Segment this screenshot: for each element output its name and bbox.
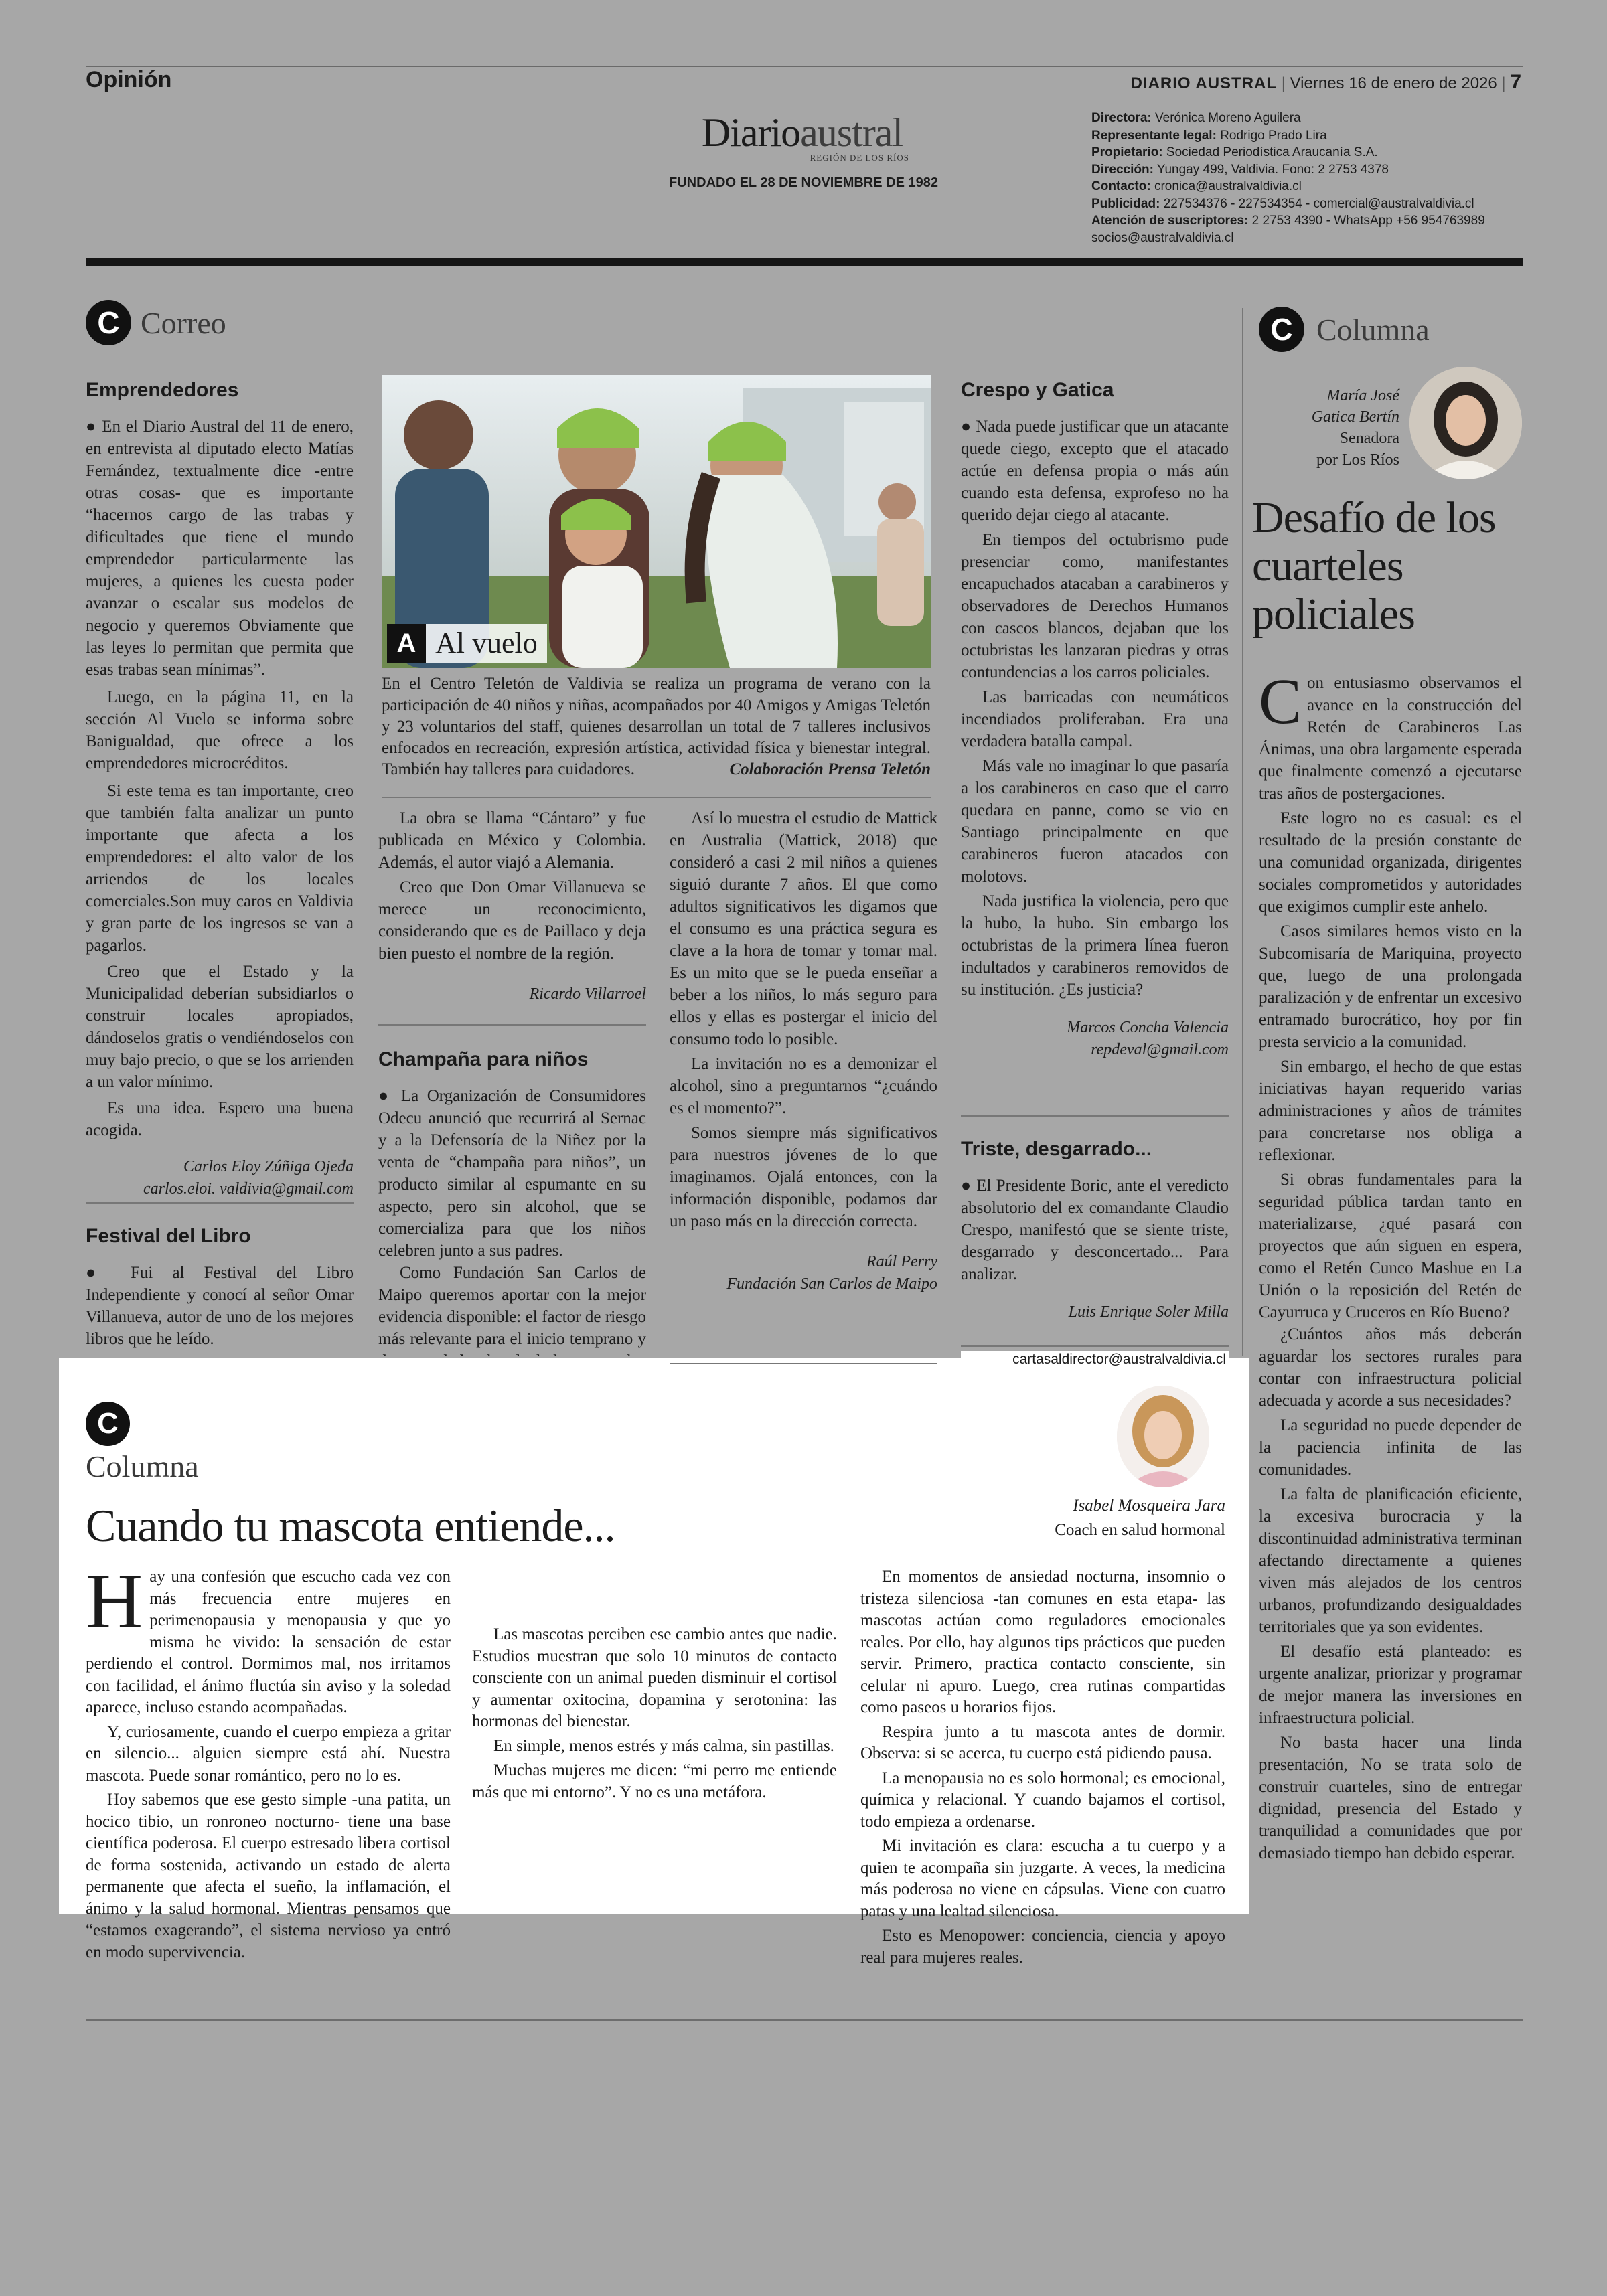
bullet-icon: ● [378, 1087, 401, 1105]
mascota-paragraph: Hoy sabemos que ese gesto simple -una patita, un hocico tibio, un ronroneo nocturno- tiene una base científica poderosa. El cuerpo estresado libera cortisol de forma sostenida, activando un estado de alerta permanente que afecta el sueño, la inflamación, el ánimo y la salud hormonal. Mientras pensamos que “estamos exagerando”, el sistema nervioso ya entró en modo supervivencia. [86, 1791, 451, 1961]
columna-paragraph: La falta de planificación eficiente, la excesiva burocracia y la discontinuidad administrativa terminan afectando directamente a quienes viven más alejados de los centros urbanos, profundizando desigualdades territoriales que ya son evidentes. [1259, 1485, 1522, 1636]
columna-paragraph: La seguridad no puede depender de la paciencia infinita de las comunidades. [1259, 1416, 1522, 1479]
letter-signature: Carlos Eloy Zúñiga Ojeda [183, 1158, 354, 1175]
letter-paragraph: La invitación no es a demonizar el alcohol, sino a preguntarnos “¿cuándo es el momento?”. [670, 1055, 937, 1117]
letter-paragraph: Somos siempre más significativos para nuestros jóvenes de lo que imaginamos. Ojalá entonces, con la información disponible, podamos dar un paso más en la dirección correcta. [670, 1124, 937, 1230]
masthead-rule [86, 258, 1523, 266]
letter-email: carlos.eloi. valdivia@gmail.com [143, 1180, 354, 1198]
letter-signature: Luis Enrique Soler Milla [1068, 1303, 1229, 1321]
columna-paragraph: Casos similares hemos visto en la Subcomisaría de Mariquina, proyecto que, luego de una prolongada paralización y de enfrentar un excesivo entramado burocrático, hoy por fin presta servicio a la comunidad. [1259, 922, 1522, 1051]
letter-festival [86, 1225, 354, 1350]
staff-line: Propietario: Sociedad Periodística Araucanía S.A. [1091, 145, 1378, 159]
letter-signature: Marcos Concha Valencia [1067, 1019, 1229, 1036]
mascota-paragraph: Muchas mujeres me dicen: “mi perro me entiende más que mi entorno”. Y no es una metáfora. [472, 1761, 837, 1801]
staff-line: Directora: Verónica Moreno Aguilera [1091, 111, 1301, 125]
mascota-col-1 [86, 1557, 451, 1963]
mascota-paragraph: Hay una confesión que escucho cada vez con más frecuencia entre mujeres en perimenopausia y menopausia y que yo misma he vivido: la sensación de estar perdiendo el control. Dormimos mal, nos irritamos con facilidad, el ánimo fluctúa sin aviso y la soledad aparece, incluso estando acompañadas. [86, 1557, 451, 1716]
divider [961, 1345, 1229, 1347]
divider [670, 1363, 937, 1364]
author-role: Senadora [1339, 430, 1399, 447]
folio-separator: | [1501, 74, 1511, 92]
portrait-illustration [1409, 367, 1522, 479]
mascota-role: Coach en salud hormonal [1055, 1521, 1225, 1539]
mascota-badge: C [86, 1402, 130, 1446]
staff-line: Dirección: Yungay 499, Valdivia. Fono: 2 2753 4378 [1091, 162, 1389, 177]
footer-rule [86, 2019, 1523, 2021]
columna-header [1259, 307, 1430, 352]
columna-paragraph: El desafío está planteado: es urgente analizar, priorizar y programar de mejor manera las inversiones en infraestructura policial. [1259, 1643, 1522, 1727]
al-vuelo-title: Al vuelo [426, 624, 547, 663]
letter-crespo [961, 379, 1229, 1061]
al-vuelo-badge: A [387, 624, 426, 663]
masthead-logo [688, 112, 916, 163]
columna-paragraph: Sin embargo, el hecho de que estas iniciativas hayan requerido varias administraciones y años de trámites para concretarse nos obliga a reflexionar. [1259, 1058, 1522, 1164]
staff-box [1091, 110, 1533, 246]
letter-title: Festival del Libro [86, 1225, 251, 1247]
paper-name: DIARIO AUSTRAL [1130, 74, 1278, 92]
author-name: Gatica Bertín [1311, 408, 1399, 426]
columna-paragraph: Con entusiasmo observamos el avance en la construcción del Retén de Carabineros Las Ánimas, una obra largamente esperada que finalmente comenzó a ejecutarse tras años de postergaciones. [1259, 665, 1522, 803]
mascota-avatar [1117, 1386, 1209, 1487]
logo-word-diario: Diario [701, 110, 801, 155]
mascota-paragraph: Esto es Menopower: conciencia, ciencia y apoyo real para mujeres reales. [860, 1926, 1225, 1967]
staff-line: Representante legal: Rodrigo Prado Lira [1091, 128, 1327, 143]
staff-line: Contacto: cronica@australvaldivia.cl [1091, 179, 1302, 193]
columna-body [1259, 665, 1522, 1864]
letter-paragraph: En tiempos del octubrismo pude presenciar como, manifestantes encapuchados atacaban a carabineros y observadores de Derechos Humanos con cascos blancos, dejaban que los octubristas les lanzaran piedras y otras contundencias a los carros policiales. [961, 531, 1229, 681]
columna-label: Columna [1316, 312, 1430, 347]
mascota-paragraph: Mi invitación es clara: escucha a tu cuerpo y a quien te acompaña sin juzgarte. A veces, la medicina más poderosa no viene en cápsulas. Viene con cuatro patas y una lealtad silenciosa. [860, 1837, 1225, 1920]
mascota-label: Columna [86, 1449, 199, 1483]
mascota-paragraph: En simple, menos estrés y más calma, sin pastillas. [493, 1736, 834, 1755]
letter-paragraph: ● En el Diario Austral del 11 de enero, en entrevista al diputado electo Matías Fernández, textualmente dice -entre otras cosas- que es importante “hacernos cargo de las trabas y dificultades que tiene el mundo emprendedor particularmente las mujeres, a quienes les cuesta poder avanzar o escalar sus modelos de negocio y queremos Obviamente que las leyes lo permitan que permita que esas trabas sean mínimas”. [86, 418, 354, 679]
columna-paragraph: ¿Cuántos años más deberán aguardar los sectores rurales para contar con infraestructura policial adecuada y acorde a sus necesidades? [1259, 1325, 1522, 1410]
letter-org: Fundación San Carlos de Maipo [726, 1275, 937, 1293]
bullet-icon: ● [86, 1264, 131, 1282]
columna-title: Desafío de los cuarteles policiales [1252, 493, 1496, 639]
author-avatar [1409, 367, 1522, 479]
letter-triste [961, 1138, 1229, 1323]
columna-paragraph: Si obras fundamentales para la seguridad pública tardan tanto en materializarse, ¿qué pasará con proyectos que aún siguen en espera, como el Retén Cunco Mashue en La Unión o la reposición del Retén de Cayurruca y Cruceros en Río Bueno? [1259, 1171, 1522, 1321]
correo-badge: C [86, 300, 131, 345]
letter-signature: Ricardo Villarroel [529, 985, 646, 1003]
letter-signature: Raúl Perry [866, 1253, 937, 1270]
letter-champana-cont [670, 807, 937, 1295]
letter-paragraph: ● El Presidente Boric, ante el veredicto absolutorio del ex comandante Claudio Crespo, manifestó que se siente triste, desgarrado y desconcertado... Para analizar. [961, 1177, 1229, 1283]
founded-line: FUNDADO EL 28 DE NOVIEMBRE DE 1982 [669, 175, 938, 190]
photo-credit: Colaboración Prensa Teletón [729, 760, 931, 778]
letter-paragraph: Si este tema es tan importante, creo que también falta analizar un punto importante que afecta a los emprendedores: el alto valor de los arriendos de los locales comerciales.Son muy caros en Valdivia y gran parte de los ingresos se van a pagarlos. [86, 782, 354, 955]
letter-emprendedores [86, 379, 354, 1200]
issue-date: Viernes 16 de enero de 2026 [1290, 74, 1497, 92]
mascota-paragraph: Respira junto a tu mascota antes de dormir. Observa: si se acerca, tu cuerpo está pidiendo pausa. [860, 1722, 1225, 1762]
logo-region: REGIÓN DE LOS RÍOS [810, 153, 909, 163]
letter-paragraph: Luego, en la página 11, en la sección Al Vuelo se informa sobre Banigualdad, que ofrece a los emprendedores microcréditos. [86, 688, 354, 772]
page-number: 7 [1510, 71, 1521, 93]
letter-paragraph: Nada justifica la violencia, pero que la hubo, la hubo. Sin embargo los octubristas de la primera línea fueron indultados y carabineros removidos de su institución. ¿Es justicia? [961, 892, 1229, 999]
mascota-paragraph: La menopausia no es solo hormonal; es emocional, química y relacional. Y cuando bajamos el cortisol, todo empieza a ordenarse. [860, 1769, 1225, 1831]
staff-line: Atención de suscriptores: 2 2753 4390 - WhatsApp +56 954763989 [1091, 214, 1485, 228]
logo-word-austral: austral [800, 110, 903, 155]
letter-paragraph: Creo que Don Omar Villanueva se merece un reconocimiento, considerando que es de Paillaco y deja bien puesto el nombre de la región. [378, 878, 646, 963]
letter-paragraph: Es una idea. Espero una buena acogida. [86, 1099, 354, 1139]
bullet-icon: ● [961, 1177, 977, 1195]
author-role: por Los Ríos [1316, 451, 1399, 469]
letter-paragraph: Así lo muestra el estudio de Mattick en Australia (Mattick, 2018) que consideró a casi 2 mil niños a quienes siguió durante 7 años. El que como adultos significativos les digamos que el consumo es una práctica segura es clave a la hora de tomar y tomar mal. Es un mito que se le pueda enseñar a beber a los niños, lo más seguro para ellos y ellas es postergar el inicio del consumo todo lo posible. [670, 809, 937, 1048]
mascota-col-3 [860, 1566, 1225, 1969]
bullet-icon: ● [961, 418, 976, 436]
mascota-paragraph: En momentos de ansiedad nocturna, insomnio o tristeza silenciosa -tan comunes en esta etapa- las mascotas actúan como reguladores emocionales reales. Por ello, hay algunos tips prácticos que pueden servir. Primero, practica contacto consciente, sin celular ni apuro. Luego, crea rutinas compartidas como paseos u horarios fijos. [860, 1568, 1225, 1716]
letter-paragraph: ● Nada puede justificar que un atacante quede ciego, excepto que el atacado actúe en defensa propia o más aún cuando esta defensa, exprofeso no ha querido dejar ciego al atacante. [961, 418, 1229, 524]
letter-title: Triste, desgarrado... [961, 1138, 1152, 1160]
letter-paragraph: Como Fundación San Carlos de Maipo queremos aportar con la mejor evidencia disponible: el factor de riesgo más relevante para el inicio temprano y [378, 1264, 646, 1348]
letters-email: cartasaldirector@australvaldivia.cl [961, 1351, 1229, 1368]
staff-line: Publicidad: 227534376 - 227534354 - comercial@australvaldivia.cl [1091, 196, 1474, 211]
columna-paragraph: No basta hacer una linda presentación, No se trata solo de construir cuarteles, sino de entregar dignidad, presencia del Estado y tranquilidad a comunidades que por demasiado tiempo han debido esperar. [1259, 1734, 1522, 1862]
folio-separator: | [1281, 74, 1290, 92]
al-vuelo-caption: En el Centro Teletón de Valdivia se realiza un programa de verano con la participación de 40 niños y niñas, acompañados por 40 Amigos y Amigas Teletón y 23 voluntarios del staff, quienes desarrollan un total de 7 talleres inclusivos enfocados en recreación, expresión artística, actividad física y bienestar integral. También hay talleres para cuidadores. Colaboración Prensa Teletón [382, 673, 931, 781]
drop-cap: C [1259, 665, 1302, 737]
mascota-header [86, 1402, 199, 1484]
divider [378, 1024, 646, 1026]
letter-paragraph: Creo que el Estado y la Municipalidad deberían subsidiarlos o construir locales apropiados, dándoselos gratis o vendiéndoselos con muy bajo precio, o que se los arrienden a un valor mínimo. [86, 963, 354, 1091]
letter-title: Crespo y Gatica [961, 379, 1114, 401]
divider [86, 1202, 354, 1204]
letter-title: Emprendedores [86, 379, 239, 401]
mascota-author: Isabel Mosqueira Jara [1073, 1497, 1225, 1515]
letter-paragraph: ● La Organización de Consumidores Odecu anunció que recurrirá al Sernac y a la Defensoría de la Niñez por la venta de “champaña para niños”, un producto similar al espumante en su aspecto, pero sin alcohol, que se comercializa para que los niños celebren junto a sus padres. [378, 1087, 646, 1260]
portrait-illustration [1117, 1386, 1209, 1487]
correo-header [86, 300, 226, 345]
letter-email: repdeval@gmail.com [1091, 1041, 1229, 1058]
letter-paragraph: La obra se llama “Cántaro” y fue publicada en México y Colombia. Además, el autor viajó a Alemania. [378, 809, 646, 872]
divider [382, 797, 931, 798]
mascota-title: Cuando tu mascota entiende... [86, 1500, 615, 1551]
drop-cap: H [86, 1557, 143, 1645]
mascota-paragraph: Las mascotas perciben ese cambio antes que nadie. Estudios muestran que solo 10 minutos de contacto consciente con un animal pueden disminuir el cortisol y aumentar oxitocina, dopamina y serotonina: las hormonas del bienestar. [472, 1625, 837, 1730]
letter-title: Champaña para niños [378, 1048, 589, 1070]
mascota-paragraph: Y, curiosamente, cuando el cuerpo empieza a gritar en silencio... alguien siempre está ahí. Nuestra mascota. Puede sonar romántico, pero no lo es. [86, 1722, 451, 1785]
mascota-col-2 [472, 1566, 837, 1803]
letter-paragraph: Más vale no imaginar lo que pasaría a los carabineros en caso que el carro quedara en panne, como se vio en Santiago principalmente en que carabineros fueron atacados con molotovs. [961, 757, 1229, 886]
staff-line: socios@australvaldivia.cl [1091, 230, 1234, 245]
author-box [1259, 385, 1399, 471]
al-vuelo-label [387, 624, 547, 663]
page-folio [1131, 71, 1521, 94]
letter-paragraph: Las barricadas con neumáticos incendiados proliferaban. Era una verdadera batalla campal. [961, 688, 1229, 750]
divider [961, 1115, 1229, 1117]
letter-paragraph: ● Fui al Festival del Libro Independiente y conocí al señor Omar Villanueva, autor de uno de los mejores libros que he leído. [86, 1264, 354, 1348]
correo-title: Correo [141, 305, 226, 340]
columna-paragraph: Este logro no es casual: es el resultado de la presión constante de una comunidad organizada, dirigentes sociales comprometidos y autoridades que exigimos cumplir este anhelo. [1259, 809, 1522, 916]
al-vuelo-photo [382, 375, 931, 668]
author-name: María José [1326, 387, 1399, 404]
bullet-icon: ● [86, 418, 102, 436]
section-label: Opinión [86, 67, 172, 92]
letter-festival-cont [378, 807, 646, 1005]
columna-badge: C [1259, 307, 1304, 352]
